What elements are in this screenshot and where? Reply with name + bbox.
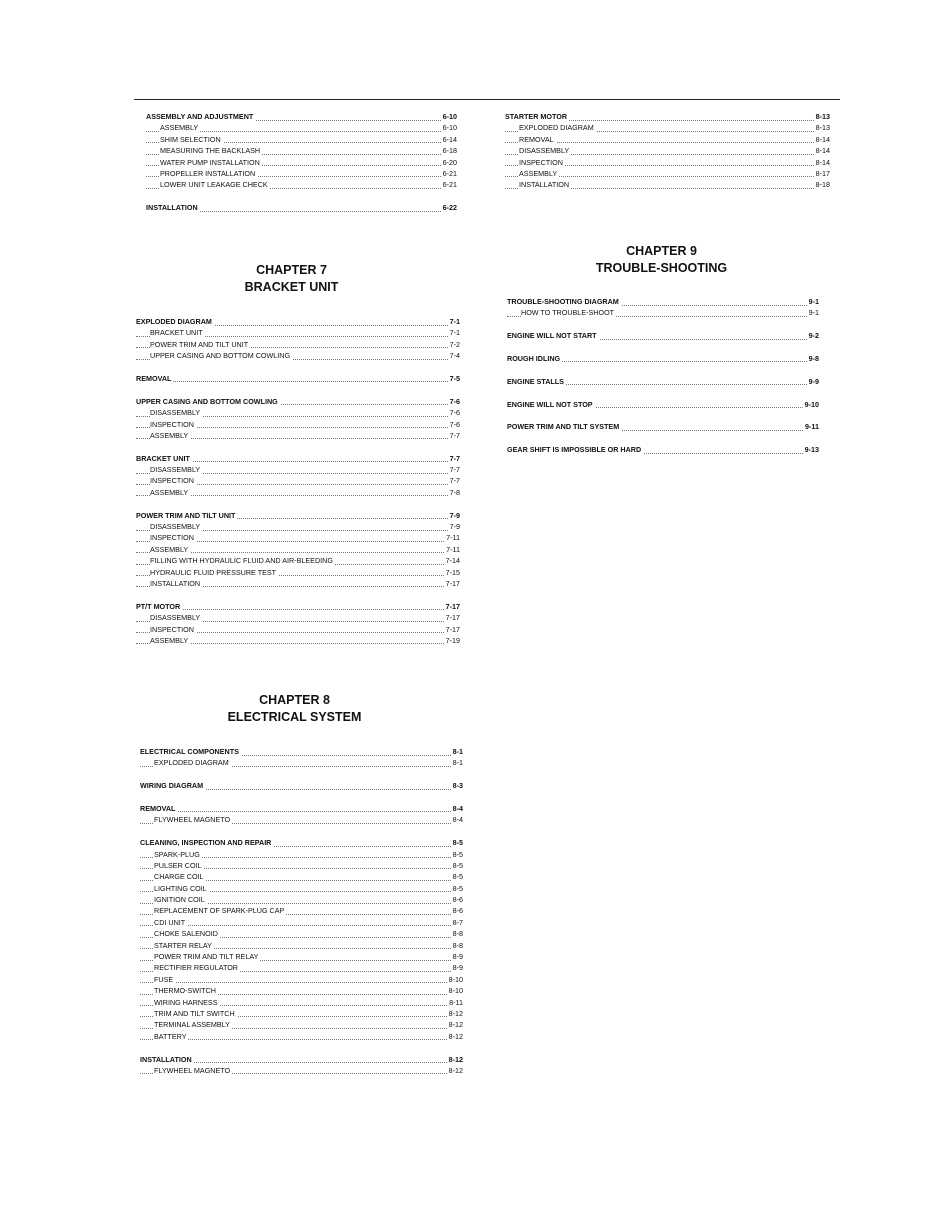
toc-subentry bbox=[140, 951, 463, 962]
toc-page-number: 8-12 bbox=[448, 1031, 463, 1041]
chapter-number: CHAPTER 9 bbox=[626, 244, 697, 258]
toc-entry-title: ROUGH IDLING bbox=[507, 353, 561, 363]
toc-subentry bbox=[136, 532, 460, 543]
toc-page-number: 7-17 bbox=[445, 578, 460, 588]
toc-entry-title: ASSEMBLY bbox=[150, 544, 189, 554]
toc-subentry bbox=[140, 814, 463, 825]
toc-entry-title: FUSE bbox=[154, 974, 174, 984]
toc-page-number: 7-14 bbox=[445, 556, 460, 566]
toc-subentry bbox=[136, 612, 460, 623]
toc-entry-title: INSTALLATION bbox=[519, 180, 570, 190]
toc-section bbox=[146, 111, 457, 122]
toc-entry-title: SHIM SELECTION bbox=[160, 134, 221, 144]
toc-subentry bbox=[505, 157, 830, 168]
toc-page-number: 8-1 bbox=[452, 758, 463, 768]
toc-page-number: 8-12 bbox=[448, 1020, 463, 1030]
toc-page-number: 7-11 bbox=[446, 544, 460, 554]
toc-page-number: 8-5 bbox=[452, 849, 463, 859]
toc-entry-title: IGNITION COIL bbox=[154, 895, 205, 905]
toc-page-number: 9-1 bbox=[808, 308, 819, 318]
toc-subentry bbox=[140, 849, 463, 860]
toc-page-number: 8-8 bbox=[452, 929, 463, 939]
header-rule bbox=[134, 99, 840, 100]
toc-section bbox=[507, 399, 819, 410]
toc-section bbox=[136, 396, 460, 407]
toc-entry-title: TROUBLE-SHOOTING DIAGRAM bbox=[507, 297, 619, 306]
toc-page-number: 8-18 bbox=[815, 180, 830, 190]
toc-entry-title: INSPECTION bbox=[519, 157, 563, 167]
toc-page-number: 7-5 bbox=[449, 373, 460, 383]
toc-subentry bbox=[505, 122, 830, 133]
toc-page-number: 8-5 bbox=[452, 838, 463, 848]
toc-subentry bbox=[136, 350, 460, 361]
toc-subentry bbox=[505, 168, 830, 179]
chapter-number: CHAPTER 7 bbox=[256, 263, 327, 277]
toc-entry-title: RECTIFIER REGULATOR bbox=[154, 963, 238, 973]
toc-page-number: 7-1 bbox=[449, 317, 460, 326]
toc-entry-title: INSPECTION bbox=[150, 476, 194, 486]
toc-subentry bbox=[136, 407, 460, 418]
toc-section bbox=[507, 421, 819, 432]
toc-subentry bbox=[140, 1065, 463, 1076]
toc-page-number: 6-22 bbox=[442, 203, 457, 213]
toc-subentry bbox=[136, 635, 460, 646]
toc-subentry bbox=[505, 179, 830, 190]
toc-subentry bbox=[140, 962, 463, 973]
toc-entry-title: INSPECTION bbox=[150, 533, 194, 543]
toc-page-number: 7-6 bbox=[449, 396, 460, 406]
toc-page-number: 8-11 bbox=[449, 997, 463, 1007]
toc-entry-title: DISASSEMBLY bbox=[150, 613, 201, 623]
toc-page-number: 8-9 bbox=[452, 963, 463, 973]
toc-page-number: 8-4 bbox=[452, 803, 463, 813]
toc-section bbox=[140, 803, 463, 814]
toc-entry-title: FLYWHEEL MAGNETO bbox=[154, 1065, 231, 1075]
toc-subentry bbox=[146, 168, 457, 179]
toc-subentry bbox=[140, 928, 463, 939]
toc-entry-title: DISASSEMBLY bbox=[519, 146, 570, 156]
toc-page-number: 8-9 bbox=[452, 952, 463, 962]
toc-entry-title: ASSEMBLY bbox=[150, 430, 189, 440]
toc-entry-title: UPPER CASING AND BOTTOM COWLING bbox=[150, 351, 291, 361]
toc-page-number: 8-17 bbox=[815, 168, 830, 178]
toc-subentry bbox=[136, 578, 460, 589]
toc-entry-title: POWER TRIM AND TILT RELAY bbox=[154, 952, 259, 962]
toc-subentry bbox=[146, 122, 457, 133]
toc-entry-title: BRACKET UNIT bbox=[150, 328, 203, 338]
toc-page-number: 9-1 bbox=[808, 297, 819, 306]
toc-page-number: 7-8 bbox=[449, 487, 460, 497]
toc-entry-title: PULSER COIL bbox=[154, 860, 202, 870]
toc-section bbox=[136, 373, 460, 384]
toc-page-number: 8-14 bbox=[815, 134, 830, 144]
toc-page-number: 7-15 bbox=[445, 567, 460, 577]
toc-page-number: 8-3 bbox=[452, 781, 463, 791]
toc-subentry bbox=[140, 985, 463, 996]
toc-page-number: 8-12 bbox=[448, 1008, 463, 1018]
toc-page-number: 6-14 bbox=[442, 134, 457, 144]
toc-page-number: 6-21 bbox=[442, 180, 457, 190]
toc-entry-title: REMOVAL bbox=[136, 373, 172, 383]
toc-entry-title: ASSEMBLY bbox=[519, 168, 558, 178]
toc-page-number: 8-5 bbox=[452, 872, 463, 882]
toc-entry-title: POWER TRIM AND TILT UNIT bbox=[150, 339, 249, 349]
toc-section bbox=[507, 376, 819, 387]
toc-page-number: 8-4 bbox=[452, 815, 463, 825]
toc-subentry bbox=[146, 145, 457, 156]
toc-entry-title: INSTALLATION bbox=[150, 578, 201, 588]
toc-entry-title: ASSEMBLY bbox=[150, 635, 189, 645]
chapter-title: BRACKET UNIT bbox=[244, 280, 339, 294]
toc-chapter6-continued bbox=[146, 111, 457, 214]
toc-subentry bbox=[507, 307, 819, 318]
toc-page-number: 7-6 bbox=[449, 408, 460, 418]
toc-section bbox=[140, 837, 463, 848]
toc-entry-title: HYDRAULIC FLUID PRESSURE TEST bbox=[150, 567, 277, 577]
toc-entry-title: CLEANING, INSPECTION AND REPAIR bbox=[140, 838, 272, 848]
toc-section bbox=[140, 746, 463, 757]
toc-page-number: 8-12 bbox=[448, 1065, 463, 1075]
toc-page-number: 7-9 bbox=[449, 510, 460, 520]
toc-page-number: 9-2 bbox=[808, 331, 819, 341]
toc-entry-title: BATTERY bbox=[154, 1031, 187, 1041]
toc-page-number: 6-10 bbox=[442, 112, 457, 121]
toc-subentry bbox=[146, 179, 457, 190]
toc-subentry bbox=[140, 905, 463, 916]
toc-subentry bbox=[136, 327, 460, 338]
toc-page-number: 7-17 bbox=[445, 624, 460, 634]
toc-page-number: 7-7 bbox=[449, 430, 460, 440]
toc-entry-title: UPPER CASING AND BOTTOM COWLING bbox=[136, 396, 278, 406]
chapter-7-heading bbox=[136, 262, 447, 296]
toc-subentry bbox=[136, 419, 460, 430]
toc-entry-title: CHOKE SALENOID bbox=[154, 929, 218, 939]
toc-subentry bbox=[140, 974, 463, 985]
toc-subentry bbox=[146, 134, 457, 145]
toc-entry-title: DISASSEMBLY bbox=[150, 465, 201, 475]
toc-page-number: 8-7 bbox=[452, 917, 463, 927]
toc-entry-title: ENGINE WILL NOT STOP bbox=[507, 399, 593, 409]
toc-section bbox=[507, 330, 819, 341]
toc-subentry bbox=[140, 997, 463, 1008]
toc-page-number: 9-10 bbox=[804, 399, 819, 409]
toc-entry-title: POWER TRIM AND TILT UNIT bbox=[136, 510, 236, 520]
toc-entry-title: DISASSEMBLY bbox=[150, 408, 201, 418]
toc-page-number: 7-7 bbox=[449, 476, 460, 486]
toc-entry-title: THERMO-SWITCH bbox=[154, 986, 216, 996]
toc-page-number: 8-1 bbox=[452, 747, 463, 756]
toc-entry-title: WATER PUMP INSTALLATION bbox=[160, 157, 260, 167]
toc-page-number: 9-8 bbox=[808, 353, 819, 363]
toc-subentry bbox=[136, 544, 460, 555]
toc-entry-title: INSPECTION bbox=[150, 419, 194, 429]
toc-page-number: 8-5 bbox=[452, 883, 463, 893]
toc-subentry bbox=[136, 555, 460, 566]
toc-section bbox=[136, 316, 460, 327]
toc-entry-title: ELECTRICAL COMPONENTS bbox=[140, 747, 239, 756]
toc-section bbox=[140, 780, 463, 791]
toc-subentry bbox=[136, 521, 460, 532]
toc-page-number: 9-9 bbox=[808, 376, 819, 386]
toc-entry-title: REMOVAL bbox=[140, 803, 176, 813]
toc-entry-title: BRACKET UNIT bbox=[136, 453, 190, 463]
toc-page-number: 7-7 bbox=[449, 465, 460, 475]
toc-page-number: 8-10 bbox=[448, 986, 463, 996]
toc-page-number: 8-6 bbox=[452, 906, 463, 916]
toc-section bbox=[146, 202, 457, 213]
toc-page-number: 9-11 bbox=[805, 422, 819, 432]
toc-entry-title: ENGINE WILL NOT START bbox=[507, 331, 597, 341]
toc-subentry bbox=[140, 1008, 463, 1019]
toc-entry-title: LIGHTING COIL bbox=[154, 883, 207, 893]
toc-entry-title: TRIM AND TILT SWITCH bbox=[154, 1008, 235, 1018]
toc-entry-title: GEAR SHIFT IS IMPOSSIBLE OR HARD bbox=[507, 445, 642, 455]
toc-chapter8-continued bbox=[505, 111, 830, 191]
toc-page-number: 7-2 bbox=[449, 339, 460, 349]
toc-page-number: 6-20 bbox=[442, 157, 457, 167]
toc-entry-title: ENGINE STALLS bbox=[507, 376, 564, 386]
toc-page-number: 8-5 bbox=[452, 860, 463, 870]
toc-chapter7 bbox=[136, 316, 460, 646]
toc-subentry bbox=[505, 134, 830, 145]
toc-entry-title: EXPLODED DIAGRAM bbox=[154, 758, 229, 768]
toc-subentry bbox=[136, 339, 460, 350]
toc-page-number: 7-17 bbox=[445, 613, 460, 623]
toc-entry-title: REPLACEMENT OF SPARK-PLUG CAP bbox=[154, 906, 285, 916]
toc-entry-title: STARTER RELAY bbox=[154, 940, 212, 950]
toc-subentry bbox=[505, 145, 830, 156]
toc-page-number: 9-13 bbox=[804, 445, 819, 455]
toc-chapter9 bbox=[507, 296, 819, 455]
toc-entry-title: HOW TO TROUBLE-SHOOT bbox=[521, 308, 615, 318]
toc-page-number: 6-10 bbox=[442, 123, 457, 133]
toc-entry-title: FLYWHEEL MAGNETO bbox=[154, 815, 231, 825]
toc-subentry bbox=[140, 894, 463, 905]
toc-entry-title: INSTALLATION bbox=[140, 1054, 192, 1064]
toc-page-number: 8-6 bbox=[452, 895, 463, 905]
toc-entry-title: MEASURING THE BACKLASH bbox=[160, 146, 261, 156]
toc-page-number: 8-14 bbox=[815, 146, 830, 156]
toc-entry-title: SPARK-PLUG bbox=[154, 849, 200, 859]
toc-subentry bbox=[140, 871, 463, 882]
toc-entry-title: DISASSEMBLY bbox=[150, 522, 201, 532]
toc-page-number: 6-18 bbox=[442, 146, 457, 156]
toc-entry-title: PROPELLER INSTALLATION bbox=[160, 168, 256, 178]
toc-page-number: 7-1 bbox=[449, 328, 460, 338]
toc-entry-title: PT/T MOTOR bbox=[136, 601, 181, 611]
toc-entry-title: FILLING WITH HYDRAULIC FLUID AND AIR-BLEEDING bbox=[150, 556, 333, 566]
toc-subentry bbox=[136, 567, 460, 578]
toc-section bbox=[136, 601, 460, 612]
toc-entry-title: ASSEMBLY AND ADJUSTMENT bbox=[146, 112, 254, 121]
toc-subentry bbox=[140, 940, 463, 951]
toc-section bbox=[507, 444, 819, 455]
toc-entry-title: CDI UNIT bbox=[154, 917, 186, 927]
chapter-number: CHAPTER 8 bbox=[259, 693, 330, 707]
toc-entry-title: ASSEMBLY bbox=[160, 123, 199, 133]
toc-page-number: 6-21 bbox=[442, 168, 457, 178]
toc-entry-title: EXPLODED DIAGRAM bbox=[519, 123, 594, 133]
toc-subentry bbox=[136, 475, 460, 486]
toc-section bbox=[136, 453, 460, 464]
toc-page-number: 8-12 bbox=[448, 1054, 463, 1064]
toc-subentry bbox=[140, 860, 463, 871]
toc-entry-title: CHARGE COIL bbox=[154, 872, 204, 882]
toc-entry-title: INSTALLATION bbox=[146, 203, 198, 213]
toc-entry-title: WIRING HARNESS bbox=[154, 997, 218, 1007]
toc-section bbox=[140, 1054, 463, 1065]
toc-subentry bbox=[136, 430, 460, 441]
toc-chapter8 bbox=[140, 746, 463, 1076]
toc-page-number: 7-19 bbox=[445, 635, 460, 645]
toc-subentry bbox=[140, 917, 463, 928]
toc-page-number: 8-13 bbox=[815, 112, 830, 121]
toc-page-number: 8-8 bbox=[452, 940, 463, 950]
toc-entry-title: WIRING DIAGRAM bbox=[140, 781, 204, 791]
toc-entry-title: TERMINAL ASSEMBLY bbox=[154, 1020, 230, 1030]
toc-page-number: 8-14 bbox=[815, 157, 830, 167]
toc-subentry bbox=[136, 464, 460, 475]
toc-subentry bbox=[140, 883, 463, 894]
toc-entry-title: LOWER UNIT LEAKAGE CHECK bbox=[160, 180, 268, 190]
toc-entry-title: INSPECTION bbox=[150, 624, 194, 634]
toc-entry-title: STARTER MOTOR bbox=[505, 112, 568, 121]
toc-page-number: 7-9 bbox=[449, 522, 460, 532]
toc-page-number: 7-17 bbox=[445, 601, 460, 611]
chapter-9-heading bbox=[505, 243, 818, 277]
toc-entry-title: ASSEMBLY bbox=[150, 487, 189, 497]
toc-subentry bbox=[140, 1019, 463, 1030]
toc-section bbox=[507, 296, 819, 307]
toc-subentry bbox=[140, 1031, 463, 1042]
toc-page-number: 7-6 bbox=[449, 419, 460, 429]
toc-page-number: 7-11 bbox=[446, 533, 460, 543]
toc-page-number: 8-10 bbox=[448, 974, 463, 984]
toc-section bbox=[136, 510, 460, 521]
toc-page-number: 7-7 bbox=[449, 453, 460, 463]
chapter-8-heading bbox=[139, 692, 450, 726]
toc-page-number: 7-4 bbox=[449, 351, 460, 361]
toc-subentry bbox=[136, 624, 460, 635]
toc-subentry bbox=[146, 157, 457, 168]
toc-subentry bbox=[140, 757, 463, 768]
toc-entry-title: REMOVAL bbox=[519, 134, 554, 144]
toc-entry-title: EXPLODED DIAGRAM bbox=[136, 317, 212, 326]
chapter-title: ELECTRICAL SYSTEM bbox=[227, 710, 362, 724]
toc-section bbox=[507, 353, 819, 364]
chapter-title: TROUBLE-SHOOTING bbox=[595, 261, 728, 275]
toc-entry-title: POWER TRIM AND TILT SYSTEM bbox=[507, 422, 620, 432]
toc-section bbox=[505, 111, 830, 122]
toc-page-number: 8-13 bbox=[815, 123, 830, 133]
toc-subentry bbox=[136, 487, 460, 498]
